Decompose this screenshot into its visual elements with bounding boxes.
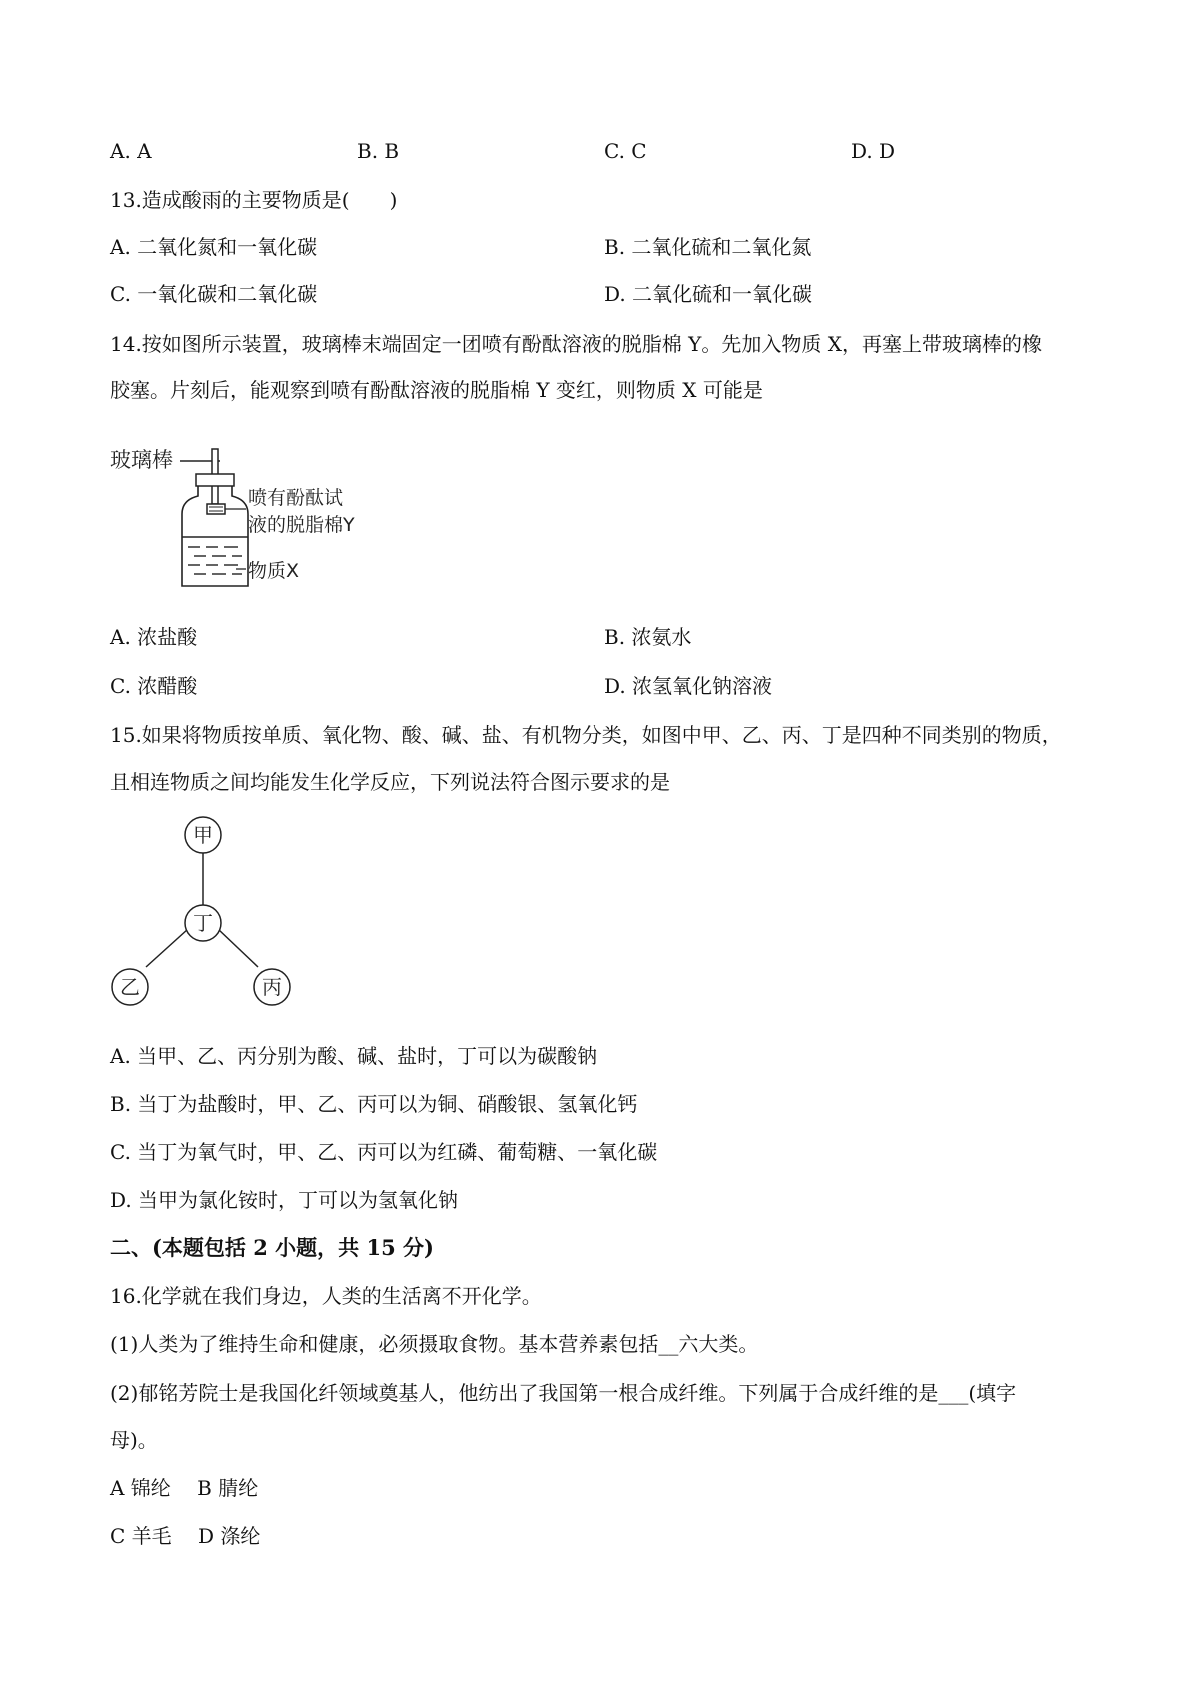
q15-stem-line2: 且相连物质之间均能发生化学反应，下列说法符合图示要求的是 xyxy=(110,770,670,794)
q13-option-d: D. 二氧化硫和一氧化碳 xyxy=(604,282,813,306)
q16-stem: 16.化学就在我们身边，人类的生活离不开化学。 xyxy=(110,1284,542,1308)
q14-stem-line1: 14.按如图所示装置，玻璃棒末端固定一团喷有酚酞溶液的脱脂棉 Y。先加入物质 X，再塞上带玻璃棒的橡 xyxy=(110,332,1042,356)
q16-choice-row1: A 锦纶 B 腈纶 xyxy=(110,1476,259,1500)
q12-option-a: A. A xyxy=(110,139,152,163)
link-center-left xyxy=(146,929,188,967)
q14-option-d: D. 浓氢氧化钠溶液 xyxy=(604,674,773,698)
node-top-label: 甲 xyxy=(193,823,213,847)
q12-option-b: B. B xyxy=(357,139,400,163)
q15-stem-line1: 15.如果将物质按单质、氧化物、酸、碱、盐、有机物分类，如图中甲、乙、丙、丁是四种不同类别的物质， xyxy=(110,723,1062,747)
cotton-ball xyxy=(207,504,225,514)
q14-option-b: B. 浓氨水 xyxy=(604,625,692,649)
q15-option-b: B. 当丁为盐酸时，甲、乙、丙可以为铜、硝酸银、氢氧化钙 xyxy=(110,1092,638,1116)
substance-label: 物质X xyxy=(248,560,300,582)
liquid-x xyxy=(188,547,242,574)
q15-relation-diagram xyxy=(100,815,300,1015)
section2-heading: 二、(本题包括 2 小题，共 15 分) xyxy=(110,1235,434,1260)
q14-option-c: C. 浓醋酸 xyxy=(110,674,198,698)
rubber-stopper xyxy=(196,474,234,486)
cotton-label-1: 喷有酚酞试 xyxy=(248,487,344,509)
q16-part2-line1: (2)郁铭芳院士是我国化纤领域奠基人，他纺出了我国第一根合成纤维。下列属于合成纤维的是___(填字 xyxy=(110,1381,1017,1405)
q15-option-a: A. 当甲、乙、丙分别为酸、碱、盐时，丁可以为碳酸钠 xyxy=(110,1044,598,1068)
q14-option-a: A. 浓盐酸 xyxy=(110,625,198,649)
cotton-label-2: 液的脱脂棉Y xyxy=(248,514,355,536)
q15-option-c: C. 当丁为氧气时，甲、乙、丙可以为红磷、葡萄糖、一氧化碳 xyxy=(110,1140,658,1164)
q16-choice-row2: C 羊毛 D 涤纶 xyxy=(110,1524,261,1548)
node-left-label: 乙 xyxy=(120,975,140,999)
q12-option-c: C. C xyxy=(604,139,647,163)
link-center-right xyxy=(218,929,258,967)
q14-stem-line2: 胶塞。片刻后，能观察到喷有酚酞溶液的脱脂棉 Y 变红，则物质 X 可能是 xyxy=(110,378,763,402)
q13-option-b: B. 二氧化硫和二氧化氮 xyxy=(604,235,812,259)
q16-part2-line2: 母)。 xyxy=(110,1428,158,1452)
node-center-label: 丁 xyxy=(193,911,213,935)
q13-stem: 13.造成酸雨的主要物质是( ) xyxy=(110,188,398,212)
q13-option-c: C. 一氧化碳和二氧化碳 xyxy=(110,282,318,306)
q14-apparatus-figure xyxy=(108,444,408,594)
node-right-label: 丙 xyxy=(262,975,282,999)
q16-part1: (1)人类为了维持生命和健康，必须摄取食物。基本营养素包括__六大类。 xyxy=(110,1332,759,1356)
q13-option-a: A. 二氧化氮和一氧化碳 xyxy=(110,235,318,259)
q15-option-d: D. 当甲为氯化铵时，丁可以为氢氧化钠 xyxy=(110,1188,459,1212)
rod-label: 玻璃棒 xyxy=(110,448,173,472)
q12-option-d: D. D xyxy=(851,139,896,163)
